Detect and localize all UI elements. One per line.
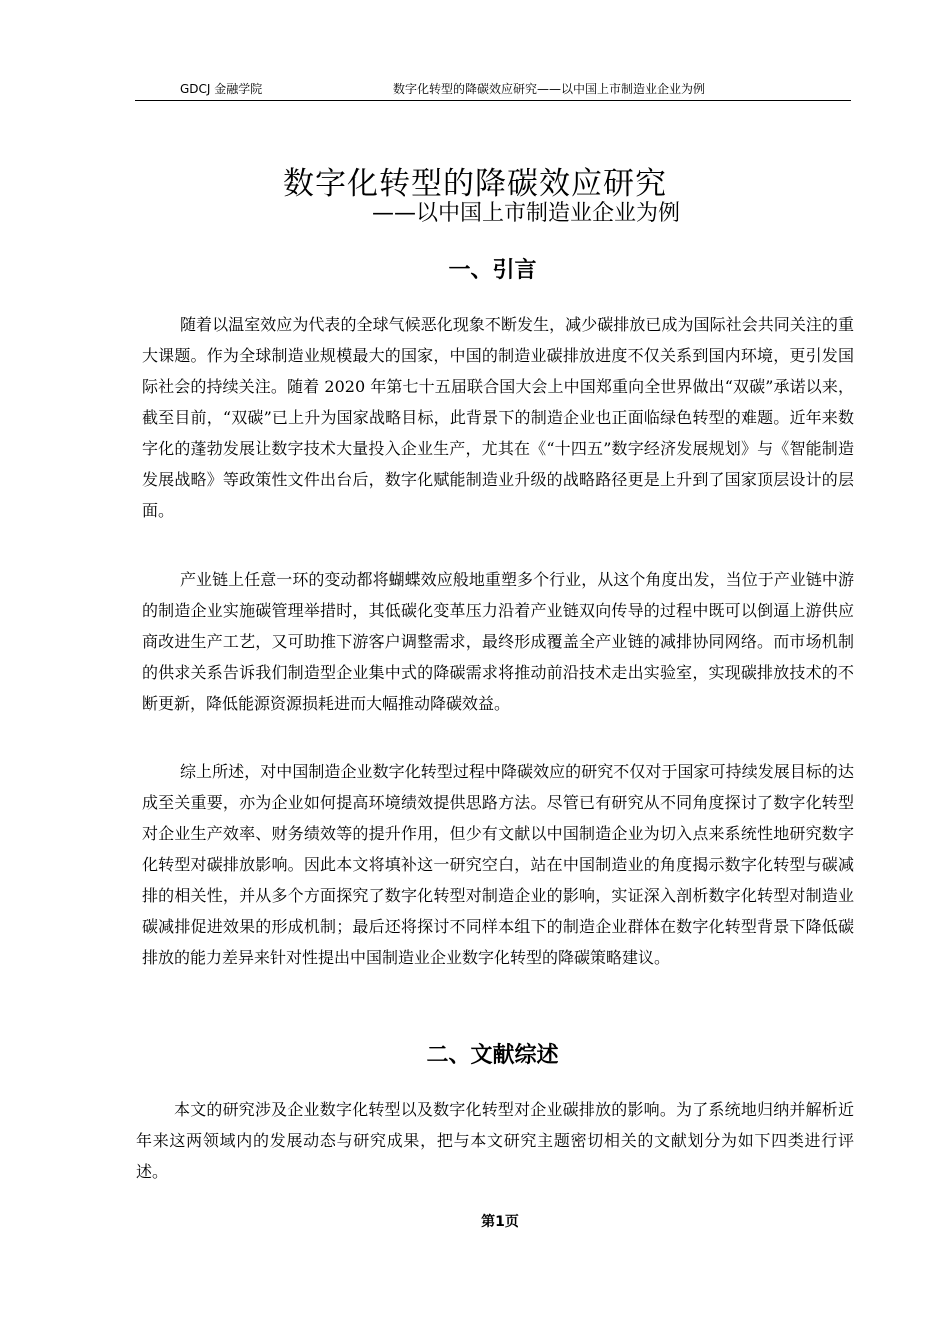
page-title: 数字化转型的降碳效应研究 [283,166,667,202]
section-heading-intro: 一、引言 [448,258,537,283]
header-left: GDCJ 金融学院 [180,82,263,96]
paragraph: 本文的研究涉及企业数字化转型以及数字化转型对企业碳排放的影响。为了系统地归纳并解析近年来这两领域内的发展动态与研究成果，把与本文研究主题密切相关的文献划分为如下四类进行评述。 [136,1100,854,1181]
page-number: 第1页 [481,1214,519,1230]
title-block [0,158,950,226]
page-subtitle: ——以中国上市制造业企业为例 [372,201,681,226]
paragraph: 综上所述，对中国制造企业数字化转型过程中降碳效应的研究不仅对于国家可持续发展目标的达成至关重要，亦为企业如何提高环境绩效提供思路方法。尽管已有研究从不同角度探讨了数字化转型对企业生产效率、财务绩效等的提升作用，但少有文献以中国制造企业为切入点来系统性地研究数字化转型对碳排放影响。因此本文将填补这一研究空白，站在中国制造业的角度揭示数字化转型与碳减排的相关性，并从多个方面探究了数字化转型对制造企业的影响，实证深入剖析数字化转型对制造业碳减排促进效果的形成机制；最后还将探讨不同样本组下的制造企业群体在数字化转型背景下降低碳排放的能力差异来针对性提出中国制造业企业数字化转型的降碳策略建议。 [142,762,854,967]
section-heading-literature: 二、文献综述 [426,1043,559,1068]
paragraph: 产业链上任意一环的变动都将蝴蝶效应般地重塑多个行业，从这个角度出发，当位于产业链中游的制造企业实施碳管理举措时，其低碳化变革压力沿着产业链双向传导的过程中既可以倒逼上游供应商改进生产工艺，又可助推下游客户调整需求，最终形成覆盖全产业链的减排协同网络。而市场机制的供求关系告诉我们制造型企业集中式的降碳需求将推动前沿技术走出实验室，实现碳排放技术的不断更新，降低能源资源损耗进而大幅推动降碳效益。 [142,570,854,713]
page-header [135,78,851,101]
header-right: 数字化转型的降碳效应研究——以中国上市制造业企业为例 [393,82,706,96]
paragraph: 随着以温室效应为代表的全球气候恶化现象不断发生，减少碳排放已成为国际社会共同关注的重大课题。作为全球制造业规模最大的国家，中国的制造业碳排放进度不仅关系到国内环境，更引发国际社会的持续关注。随着 2020 年第七十五届联合国大会上中国郑重向全世界做出“双碳”承诺以来，截至目前，“双碳”已上升为国家战略目标，此背景下的制造企业也正面临绿色转型的难题。近年来数字化的蓬勃发展让数字技术大量投入企业生产，尤其在《“十四五”数字经济发展规划》与《智能制造发展战略》等政策性文件出台后，数字化赋能制造业升级的战略路径更是上升到了国家顶层设计的层面。 [142,315,854,520]
